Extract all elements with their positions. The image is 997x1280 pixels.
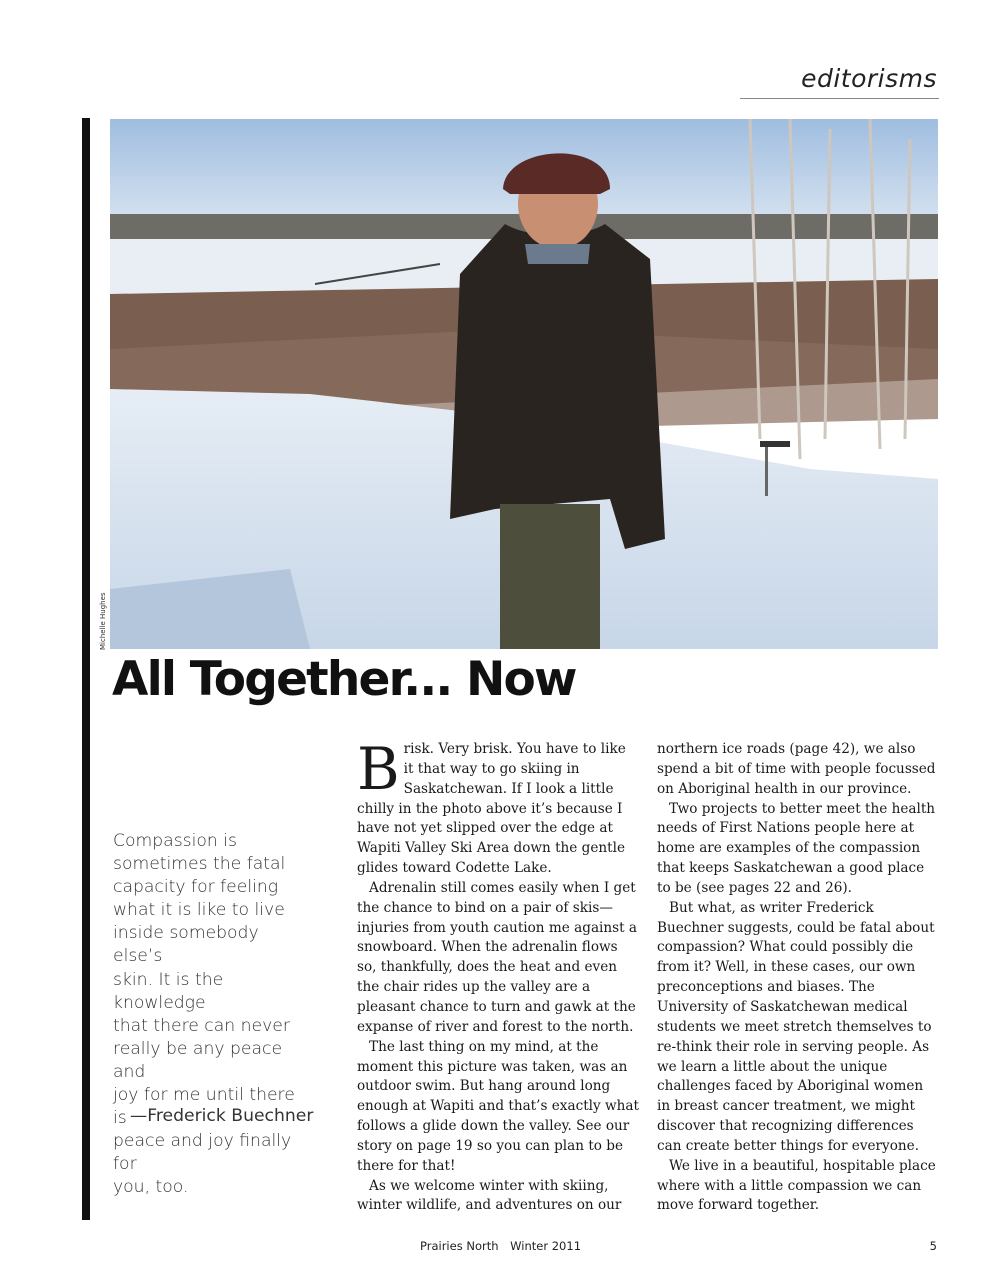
quote-line: inside somebody else’s — [113, 923, 259, 967]
section-label: editorisms — [801, 64, 937, 93]
quote-line: capacity for feeling — [113, 877, 279, 898]
pull-quote — [113, 830, 313, 1200]
article-paragraph: Two projects to better meet the health needs of First Nations people here at home are examples of the compassion that keeps Saskatchewan a good place to be (see pages 22 and 26). — [657, 800, 936, 896]
quote-line: Compassion is — [113, 831, 237, 851]
article-paragraph — [357, 735, 639, 879]
photo-credit: Michelle Hughes — [99, 592, 107, 650]
article-column-2 — [657, 740, 939, 1216]
article-column-1 — [357, 735, 639, 1216]
page-number: 5 — [929, 1239, 937, 1253]
quote-line: really be any peace and — [113, 1038, 283, 1082]
footer-publication — [420, 1239, 589, 1253]
quote-line: that there can never — [113, 1015, 290, 1036]
publication-name: Prairies North — [420, 1239, 499, 1253]
article-paragraph: We live in a beautiful, hospitable place where with a little compassion we can move forward together. — [657, 1157, 936, 1214]
paragraph-text: risk. Very brisk. You have to like it that way to go skiing in Saskatchewan. If I look a little chilly in the photo above it’s because I have not yet slipped over the edge at Wapiti Valley Ski Area down the gentle glides toward Codette Lake. — [357, 741, 626, 877]
article-paragraph: But what, as writer Frederick Buechner suggests, could be fatal about compassion? What could possibly die from it? Well, in these cases, our own preconceptions and biases. The University of Saskatchewan medical students we meet stretch themselves to re-think their role in serving people. As we learn a little about the unique challenges faced by Aboriginal women in breast cancer treatment, we might discover that recognizing differences can create better things for everyone. — [657, 899, 935, 1154]
article-paragraph: The last thing on my mind, at the moment this picture was taken, was an outdoor swim. But hang around long enough at Wapiti and that’s exactly what follows a glide down the valley. See our story on page 19 so you can plan to be there for that! — [357, 1038, 639, 1174]
quote-line: what it is like to live — [113, 900, 285, 921]
header-rule — [740, 98, 939, 99]
quote-line: joy for me until there is — [113, 1085, 295, 1129]
drop-cap: B — [357, 735, 400, 803]
quote-line: skin. It is the knowledge — [113, 969, 224, 1013]
article-paragraph: As we welcome winter with skiing, winter wildlife, and adventures on our — [357, 1177, 622, 1214]
issue-date: Winter 2011 — [510, 1239, 582, 1253]
article-paragraph: Adrenalin still comes easily when I get the chance to bind on a pair of skis—injuries from youth caution me against a snowboard. When the adrenalin flows so, thankfully, does the heat and even the chair rides up the valley are a pleasant chance to turn and gawk at the expanse of river and forest to the north. — [357, 879, 638, 1035]
quote-line: sometimes the fatal — [113, 854, 286, 875]
quote-attribution: —Frederick Buechner — [130, 1106, 314, 1126]
skier-photo — [110, 119, 938, 649]
quote-line: peace and joy finally for — [113, 1131, 292, 1175]
side-bar — [82, 118, 90, 1220]
quote-line: you, too. — [113, 1177, 189, 1198]
article-paragraph: northern ice roads (page 42), we also spend a bit of time with people focussed on Aboriginal health in our province. — [657, 741, 936, 797]
article-title: All Together... Now — [112, 652, 576, 707]
